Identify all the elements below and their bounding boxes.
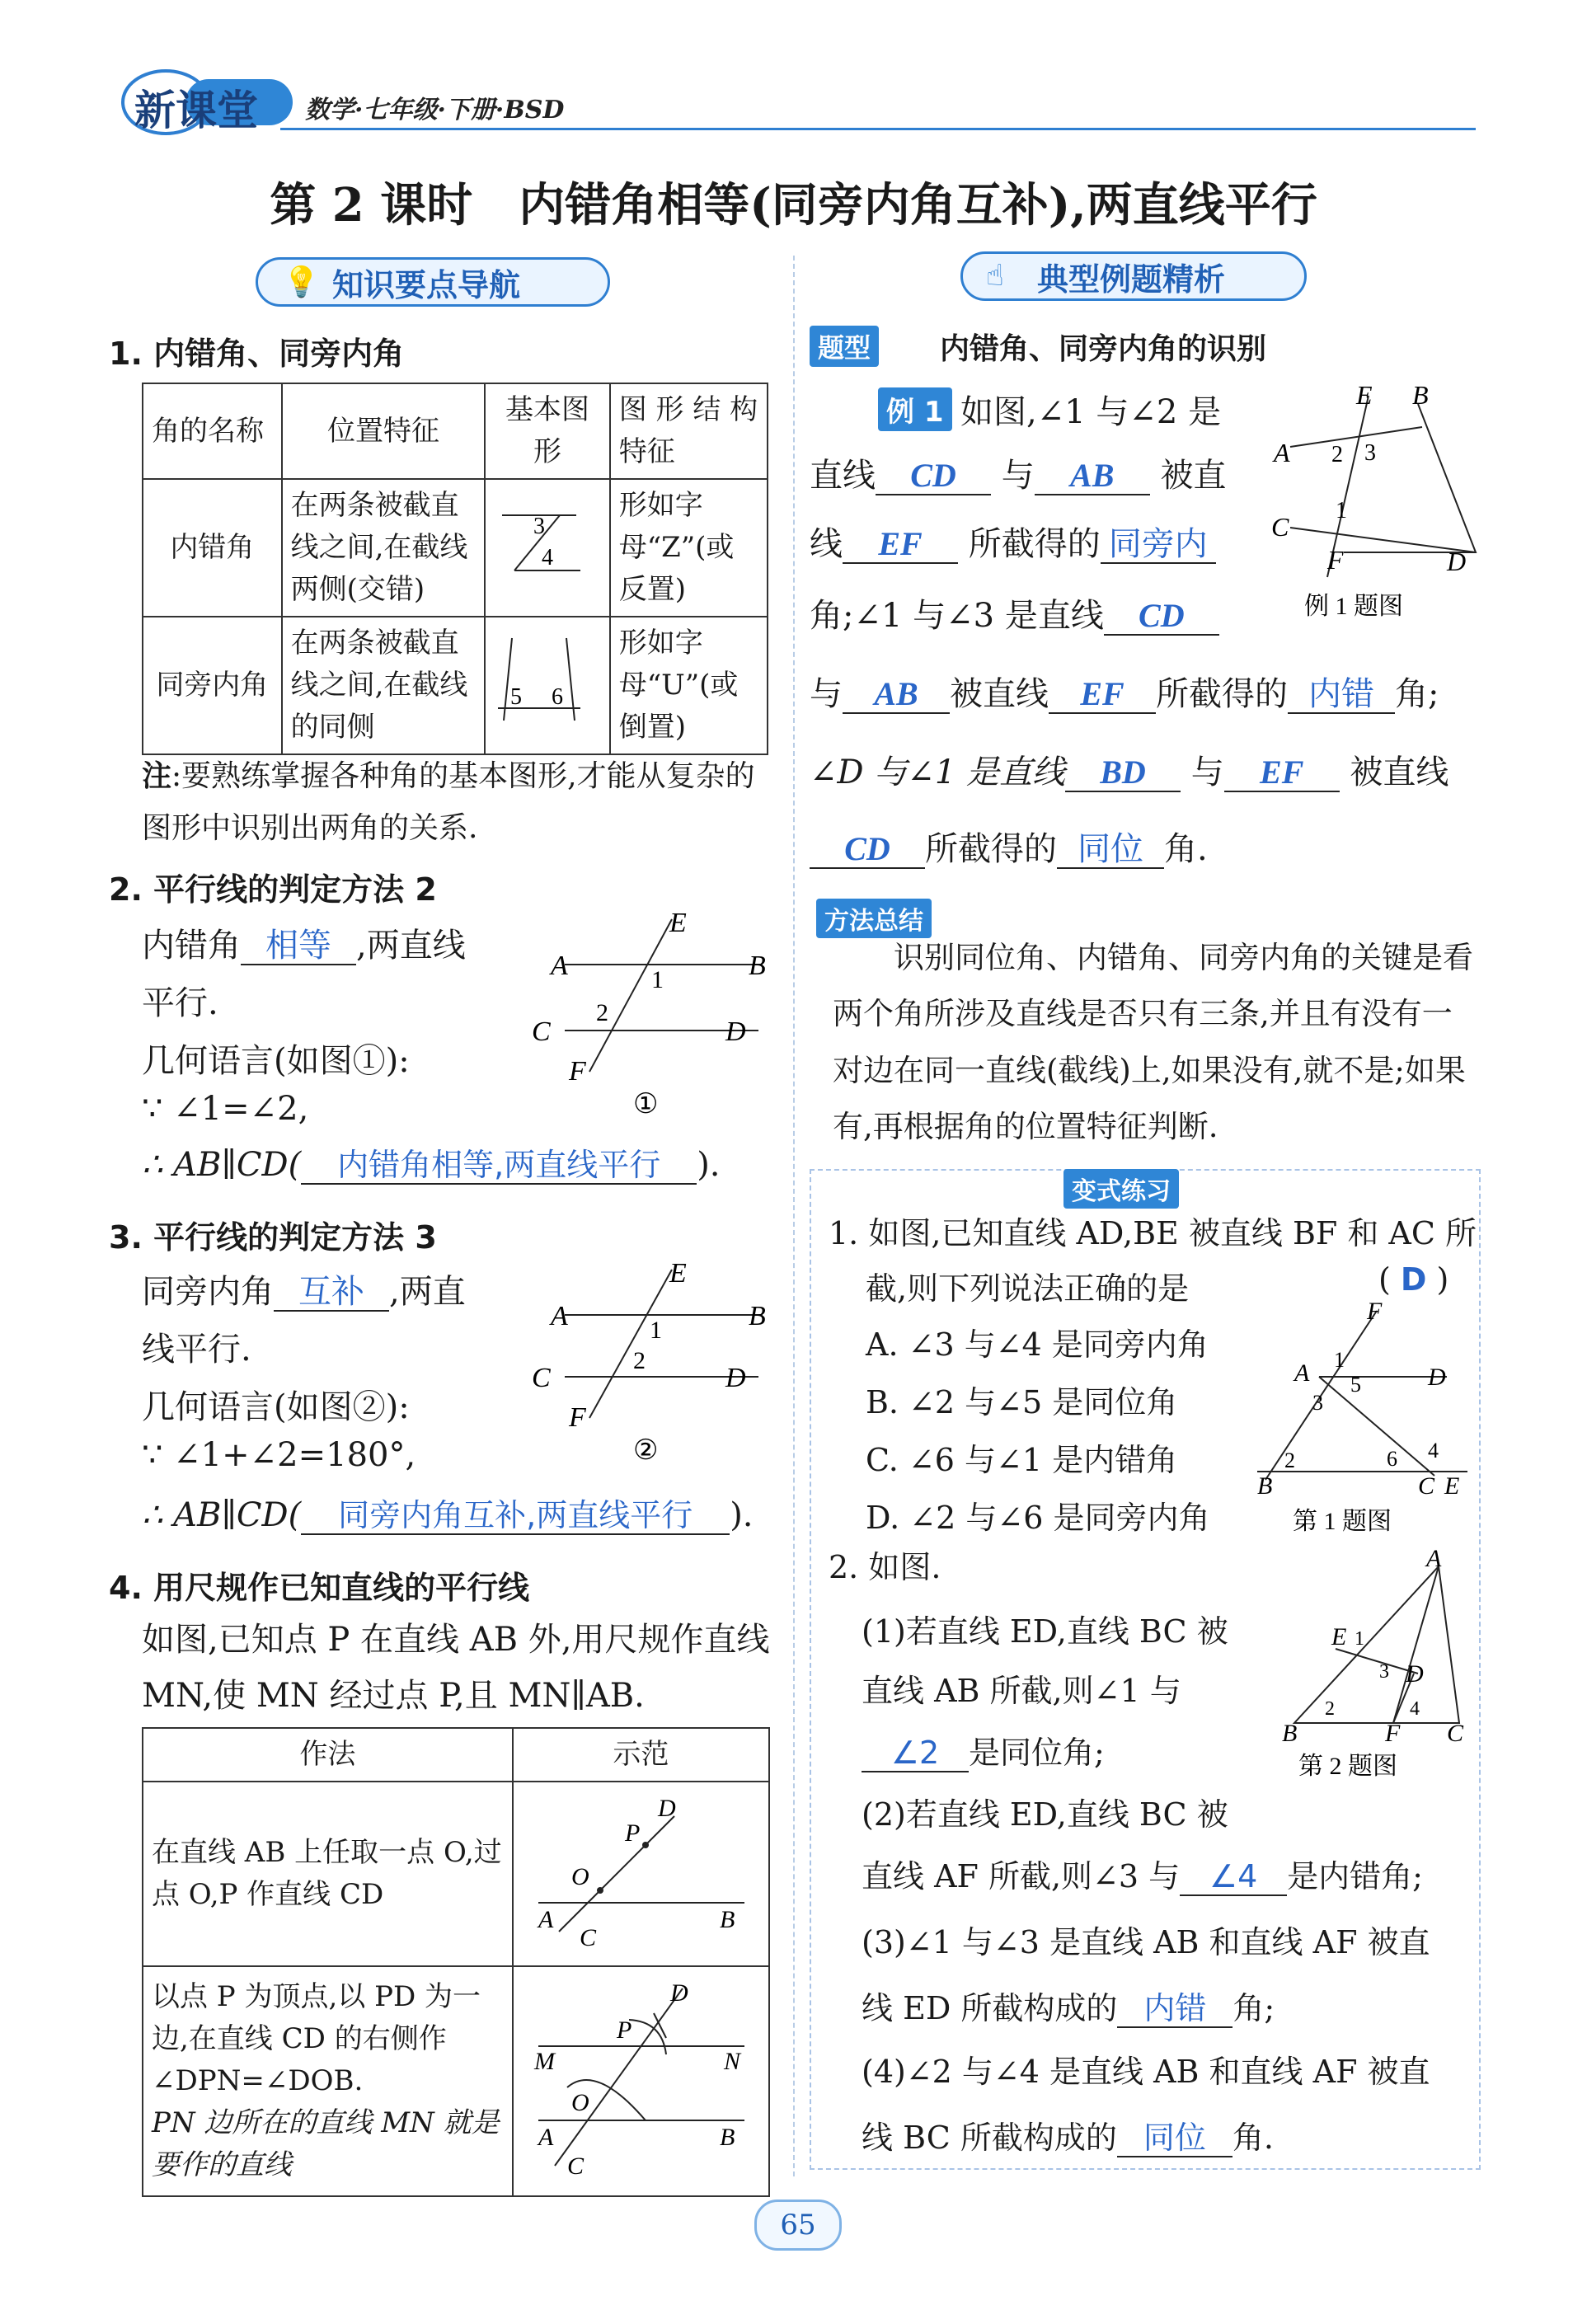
svg-text:1: 1 — [651, 966, 664, 993]
s2-line2: 平行. — [142, 984, 218, 1022]
q2-p4-answer: 同位 — [1117, 2121, 1233, 2157]
method-text: 识别同位角、内错角、同旁内角的关键是看两个角所涉及直线是否只有三条,并且有没有一对边在同一直线(截线)上,如果没有,就不是;如果有,再根据角的位置特征判断. — [833, 940, 1473, 1145]
svg-text:E: E — [1331, 1623, 1347, 1650]
svg-text:1: 1 — [1355, 1628, 1364, 1650]
s1-heading: 1. 内错角、同旁内角 — [109, 336, 405, 372]
ex-a12: 同位 — [1057, 831, 1164, 869]
th-position: 位置特征 — [282, 383, 486, 479]
svg-text:第 2 题图: 第 2 题图 — [1298, 1753, 1397, 1780]
q1-answer-bracket: ( D ) — [1378, 1261, 1449, 1298]
ex-a4: 同旁内 — [1101, 526, 1216, 564]
q1-option-b[interactable]: B. ∠2 与∠5 是同位角 — [866, 1384, 1178, 1420]
q2-p3-answer: 内错 — [1117, 1992, 1233, 2028]
q2-p3a: (3)∠1 与∠3 是直线 AB 和直线 AF 被直 — [862, 1924, 1430, 1960]
s3-answer2: 同旁内角互补,两直线平行 — [301, 1499, 730, 1535]
s3-therefore: ∴ AB∥CD( 同旁内角互补,两直线平行 ). — [142, 1496, 754, 1534]
svg-text:F: F — [1327, 545, 1344, 575]
logo — [120, 68, 297, 135]
svg-text:C: C — [532, 1363, 551, 1393]
s3-line2: 线平行. — [142, 1331, 251, 1369]
svg-text:E: E — [1444, 1472, 1460, 1500]
svg-text:B: B — [719, 1906, 735, 1933]
th-figure: 基本图形 — [485, 383, 609, 479]
ex-l1: 如图,∠1 与∠2 是 — [960, 393, 1222, 431]
svg-text:O: O — [570, 2089, 589, 2116]
column-divider — [793, 256, 795, 2176]
ex-a6: AB — [843, 676, 950, 714]
q1-option-c[interactable]: C. ∠6 与∠1 是内错角 — [866, 1442, 1178, 1478]
ex-l2: 直线 CD 与 AB 被直 — [810, 457, 1227, 495]
svg-text:O: O — [570, 1863, 589, 1890]
q2-p1a: (1)若直线 ED,直线 BC 被 — [862, 1613, 1228, 1650]
s2-therefore: ∴ AB∥CD( 内错角相等,两直线平行 ). — [142, 1146, 721, 1184]
angle-table — [142, 383, 768, 755]
svg-text:N: N — [723, 2048, 740, 2075]
svg-text:2: 2 — [596, 999, 608, 1026]
svg-text:B: B — [749, 951, 766, 981]
row1-structure: 形如字母“Z”(或反置) — [610, 479, 768, 617]
section-examples: ☝ 典型例题精析 — [960, 251, 1307, 301]
svg-text:4: 4 — [1410, 1698, 1420, 1720]
q1-answer: D — [1400, 1261, 1427, 1298]
svg-text:2: 2 — [1284, 1448, 1295, 1472]
svg-text:E: E — [669, 908, 687, 938]
construction-figure-2 — [522, 1972, 753, 2178]
q2-p4a: (4)∠2 与∠4 是直线 AB 和直线 AF 被直 — [862, 2054, 1430, 2090]
q1-option-a[interactable]: A. ∠3 与∠4 是同旁内角 — [866, 1326, 1209, 1363]
svg-text:6: 6 — [1387, 1447, 1397, 1471]
svg-text:F: F — [569, 1056, 586, 1087]
row2-position: 在两条被截直线之间,在截线的同侧 — [282, 617, 486, 754]
q1-figure — [1245, 1303, 1476, 1542]
svg-text:2: 2 — [1331, 442, 1343, 467]
th-demo: 示范 — [513, 1728, 769, 1782]
page-title: 第 2 课时 内错角相等(同旁内角互补),两直线平行 — [270, 178, 1317, 232]
figure-2 — [528, 1253, 775, 1476]
hand-pointer-icon: ☝ — [986, 259, 1004, 293]
q2-stem: 2. 如图. — [829, 1549, 941, 1585]
ex-a2: AB — [1035, 458, 1150, 495]
q2-p1b: 直线 AB 所截,则∠1 与 — [862, 1673, 1181, 1709]
svg-text:2: 2 — [633, 1347, 646, 1374]
svg-text:A: A — [1274, 438, 1290, 467]
svg-text:A: A — [1426, 1550, 1442, 1572]
s2-since: ∵ ∠1=∠2, — [142, 1090, 309, 1128]
ex-l4: 角;∠1 与∠3 是直线 CD — [810, 589, 1219, 636]
construction-table — [142, 1727, 770, 2197]
step1: 在直线 AB 上任取一点 O,过点 O,P 作直线 CD — [143, 1782, 513, 1966]
svg-text:5: 5 — [1350, 1373, 1361, 1397]
svg-text:1: 1 — [1336, 498, 1347, 523]
svg-text:F: F — [1385, 1720, 1401, 1747]
step2-cell — [143, 1966, 513, 2196]
ex-a1: CD — [876, 458, 991, 495]
ex-a8: 内错 — [1288, 676, 1395, 714]
s3-since: ∵ ∠1+∠2=180°, — [142, 1436, 416, 1474]
svg-text:D: D — [1447, 547, 1467, 576]
header-rule — [280, 128, 1476, 130]
series-label: 数学·七年级·下册·BSD — [305, 96, 565, 124]
figure-1 — [528, 907, 775, 1129]
s3-heading: 3. 平行线的判定方法 3 — [109, 1219, 437, 1256]
svg-text:E: E — [669, 1258, 687, 1289]
svg-text:第 1 题图: 第 1 题图 — [1293, 1508, 1392, 1535]
th-method: 作法 — [143, 1728, 513, 1782]
u-shape-figure — [494, 630, 585, 729]
th-name: 角的名称 — [143, 383, 282, 479]
ex-l6: ∠D 与∠1 是直线 BD 与 EF 被直线 — [810, 754, 1449, 791]
step1-figure — [513, 1782, 769, 1966]
method-tag: 方法总结 — [816, 899, 932, 938]
svg-text:D: D — [669, 1979, 688, 2007]
svg-text:3: 3 — [1364, 440, 1376, 466]
ex-l5: 与 AB 被直线 EF 所截得的 内错 角; — [810, 675, 1439, 713]
ex-a3: EF — [843, 526, 958, 564]
svg-text:M: M — [533, 2048, 555, 2075]
svg-text:A: A — [1294, 1359, 1310, 1387]
svg-text:E: E — [1356, 380, 1373, 410]
q2-p4: 线 BC 所截构成的 同位 角. — [862, 2120, 1274, 2156]
s4-text: 如图,已知点 P 在直线 AB 外,用尺规作直线 MN,使 MN 经过点 P,且 MN∥AB. — [142, 1621, 770, 1715]
q1-stem2: 截,则下列说法正确的是 — [866, 1270, 1190, 1307]
svg-text:②: ② — [633, 1435, 659, 1466]
svg-text:D: D — [657, 1795, 676, 1822]
svg-text:C: C — [1447, 1720, 1464, 1747]
ex-a11: CD — [810, 831, 925, 869]
svg-text:2: 2 — [1325, 1698, 1335, 1720]
type-tag: 题型 — [810, 326, 879, 367]
step2: 以点 P 为顶点,以 PD 为一边,在直线 CD 的右侧作∠DPN=∠DOB. — [152, 1980, 481, 2097]
logo-text: 新课堂 — [134, 87, 258, 134]
q1-stem1: 1. 如图,已知直线 AD,BE 被直线 BF 和 AC 所 — [829, 1215, 1477, 1251]
note-label: 注 — [142, 758, 172, 793]
svg-text:C: C — [579, 1924, 596, 1948]
svg-text:B: B — [749, 1301, 766, 1331]
svg-text:B: B — [719, 2124, 735, 2151]
svg-text:P: P — [624, 1819, 641, 1847]
svg-text:6: 6 — [552, 684, 564, 710]
svg-text:C: C — [566, 2153, 584, 2178]
lightbulb-icon: 💡 — [283, 265, 320, 299]
practice-tag: 变式练习 — [1063, 1169, 1179, 1209]
th-structure: 图 形 结 构 特征 — [610, 383, 768, 479]
svg-text:1: 1 — [650, 1317, 662, 1344]
note: 注:要熟练掌握各种角的基本图形,才能从复杂的图形中识别出两角的关系. — [142, 758, 755, 845]
svg-text:3: 3 — [1312, 1391, 1323, 1415]
svg-text:D: D — [725, 1363, 746, 1393]
svg-text:①: ① — [633, 1089, 659, 1120]
q2-p2a: (2)若直线 ED,直线 BC 被 — [862, 1796, 1228, 1833]
svg-text:D: D — [725, 1016, 746, 1047]
row2-figure — [485, 617, 609, 754]
svg-text:5: 5 — [510, 684, 523, 710]
ex-l3: 线 EF 所截得的 同旁内 — [810, 518, 1216, 565]
svg-text:A: A — [551, 1301, 568, 1331]
svg-text:3: 3 — [1379, 1661, 1389, 1683]
svg-text:P: P — [616, 2016, 632, 2044]
ex-a10: EF — [1224, 754, 1340, 792]
svg-text:C: C — [1418, 1472, 1435, 1500]
q2-p2-answer: ∠4 — [1180, 1860, 1287, 1896]
ex-a7: EF — [1049, 676, 1156, 714]
s2-geo: 几何语言(如图①): — [142, 1042, 410, 1080]
s3-line1: 同旁内角 互补 ,两直 — [142, 1273, 466, 1311]
construction-figure-1 — [522, 1787, 753, 1948]
svg-text:4: 4 — [1428, 1439, 1439, 1462]
svg-text:4: 4 — [542, 545, 554, 570]
svg-text:B: B — [1412, 380, 1429, 410]
row2-structure: 形如字母“U”(或倒置) — [610, 617, 768, 754]
example-figure — [1261, 379, 1492, 627]
svg-text:3: 3 — [533, 514, 546, 539]
row1-figure — [485, 479, 609, 617]
z-shape-figure — [494, 492, 585, 591]
svg-text:C: C — [1271, 512, 1289, 542]
example-tag: 例 1 — [878, 387, 952, 431]
svg-text:D: D — [1406, 1660, 1424, 1688]
step3: PN 边所在的直线 MN 就是要作的直线 — [152, 2106, 500, 2181]
s4-heading: 4. 用尺规作已知直线的平行线 — [109, 1570, 530, 1606]
q2-figure — [1274, 1550, 1480, 1797]
s3-answer1: 互补 — [274, 1274, 389, 1312]
q1-option-d[interactable]: D. ∠2 与∠6 是同旁内角 — [866, 1500, 1210, 1536]
row1-position: 在两条被截直线之间,在截线两侧(交错) — [282, 479, 486, 617]
svg-text:A: A — [538, 2124, 554, 2151]
s2-answer1: 相等 — [241, 927, 356, 965]
svg-text:F: F — [1367, 1303, 1383, 1325]
type-title: 内错角、同旁内角的识别 — [940, 332, 1267, 366]
row2-name: 同旁内角 — [143, 617, 282, 754]
s2-answer2: 内错角相等,两直线平行 — [301, 1148, 697, 1185]
svg-text:A: A — [551, 951, 568, 981]
svg-text:B: B — [1257, 1472, 1273, 1500]
svg-text:C: C — [532, 1016, 551, 1047]
svg-text:F: F — [569, 1402, 586, 1433]
s2-line1: 内错角 相等 ,两直线 — [142, 927, 466, 965]
q2-p1c: ∠2 是同位角; — [862, 1727, 1105, 1772]
ex-a5: CD — [1104, 598, 1219, 636]
q2-p2: 直线 AF 所截,则∠3 与 ∠4 是内错角; — [862, 1858, 1423, 1894]
svg-text:例 1 题图: 例 1 题图 — [1304, 593, 1403, 620]
s2-heading: 2. 平行线的判定方法 2 — [109, 871, 437, 908]
s3-geo: 几何语言(如图②): — [142, 1388, 410, 1426]
ex-l7: CD 所截得的 同位 角. — [810, 823, 1208, 870]
svg-text:B: B — [1282, 1720, 1298, 1747]
row1-name: 内错角 — [143, 479, 282, 617]
q2-p1-answer: ∠2 — [862, 1736, 969, 1772]
step2-figure — [513, 1966, 769, 2196]
ex-a9: BD — [1065, 754, 1181, 792]
page-number: 65 — [754, 2200, 842, 2251]
svg-text:1: 1 — [1334, 1348, 1345, 1372]
svg-text:A: A — [538, 1906, 554, 1933]
svg-text:D: D — [1428, 1364, 1446, 1391]
section-knowledge: 💡 知识要点导航 — [256, 257, 610, 307]
q2-p3: 线 ED 所截构成的 内错 角; — [862, 1990, 1275, 2026]
